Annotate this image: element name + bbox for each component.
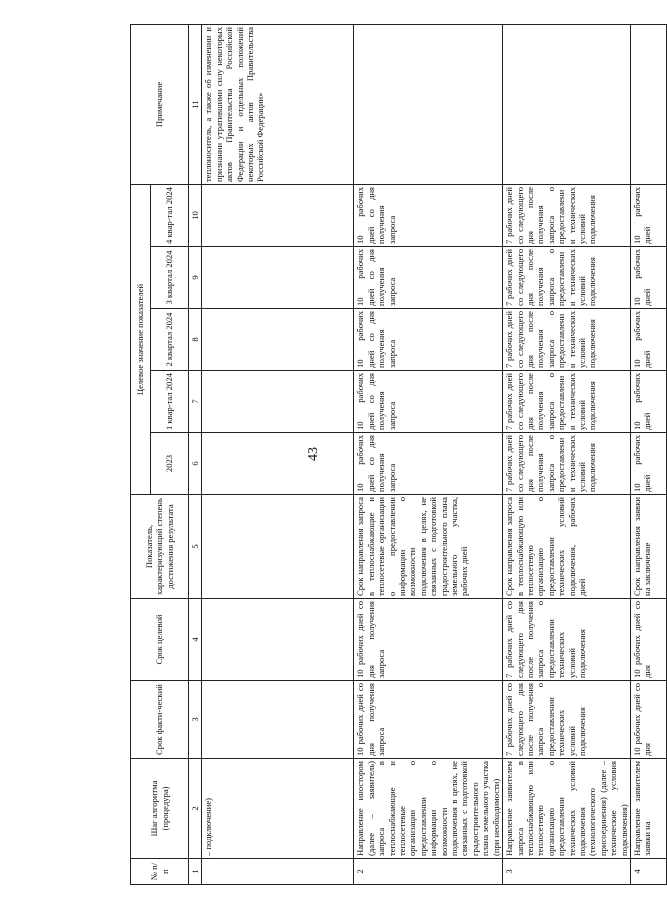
row-q1: 10 рабочих дней со дня получения запроса <box>354 371 503 433</box>
rotated-table-sheet <box>130 25 653 885</box>
page-number: 43 <box>306 447 321 461</box>
row-target <box>202 599 354 681</box>
table-row <box>630 24 666 884</box>
row-step: Направление иностором (далее – заявитель) запроса в теплоснабжающие и теплосетевые организации о предоставлении информации о возможности подключения в целях, не связанных с подготовкой градостроительного плана земельного участка (при необходимости) <box>354 759 503 859</box>
row-indicator <box>202 495 354 599</box>
row-target: 10 рабочих дней со дня получения запроса <box>354 599 503 681</box>
row-note <box>503 24 631 184</box>
col-index: 8 <box>189 309 202 371</box>
row-num: 4 <box>630 859 666 885</box>
col-index: 10 <box>189 184 202 246</box>
col-index: 6 <box>189 433 202 495</box>
row-note: теплоноситель, а также об изменении и признании утратившими силу некоторых актов Правительства Российской Федерации и отдельных положений некоторых актов Правительства Российской Федерации» <box>202 24 354 184</box>
header-q3: 3 квартал 2024 <box>151 247 189 309</box>
row-q2: 7 рабочих дней со следующего дня после получения запроса о предоставлении технических условий подключения <box>503 309 631 371</box>
col-index: 11 <box>189 24 202 184</box>
row-q4: 10 рабочих дней <box>630 184 666 246</box>
target-indicators-table <box>130 24 667 885</box>
header-target: Срок целевой <box>131 599 189 681</box>
row-target: 7 рабочих дней со следующего дня после получения запроса о предоставлении технических условий подключения <box>503 599 631 681</box>
row-q2: 10 рабочих дней со дня получения запроса <box>354 309 503 371</box>
header-step: Шаг алгоритма (процедура) <box>131 759 189 859</box>
row-num <box>202 859 354 885</box>
row-q3: 10 рабочих дней со дня получения запроса <box>354 247 503 309</box>
table-row <box>202 24 354 884</box>
row-2023 <box>202 433 354 495</box>
row-q1 <box>202 371 354 433</box>
header-actual: Срок факти-ческий <box>131 681 189 759</box>
col-index: 3 <box>189 681 202 759</box>
col-index: 2 <box>189 759 202 859</box>
header-num: № п/п <box>131 859 189 885</box>
table-row <box>354 24 503 884</box>
row-q2: 10 рабочих дней <box>630 309 666 371</box>
row-step: Направление заявителем запроса в теплоснабжающую или теплосетевую организацию о предоставлении технических условий подключения (технологического присоединения) (далее – технические условия подключения) <box>503 759 631 859</box>
row-actual: 10 рабочих дней со дня получения запроса <box>354 681 503 759</box>
row-indicator: Срок направления заявки на заключение <box>630 495 666 599</box>
row-note <box>630 24 666 184</box>
row-q4 <box>202 184 354 246</box>
row-q3 <box>202 247 354 309</box>
header-group: Целевое значение показателей <box>131 184 151 494</box>
header-q2: 2 квартал 2024 <box>151 309 189 371</box>
row-q4: 10 рабочих дней со дня получения запроса <box>354 184 503 246</box>
row-2023: 10 рабочих дней <box>630 433 666 495</box>
header-q4: 4 квар-тал 2024 <box>151 184 189 246</box>
row-q3: 7 рабочих дней со следующего дня после получения запроса о предоставлении технических условий подключения <box>503 247 631 309</box>
header-note: Примечание <box>131 24 189 184</box>
row-step: Направление заявителем заявки на <box>630 759 666 859</box>
row-q1: 10 рабочих дней <box>630 371 666 433</box>
col-index: 1 <box>189 859 202 885</box>
header-indicator: Показатель, характеризующий степень достижения результата <box>131 495 189 599</box>
row-num: 3 <box>503 859 631 885</box>
row-step: – подключение) <box>202 759 354 859</box>
table-row <box>503 24 631 884</box>
col-index: 7 <box>189 371 202 433</box>
col-index: 9 <box>189 247 202 309</box>
row-target: 10 рабочих дней со дня <box>630 599 666 681</box>
row-2023: 7 рабочих дней со следующего дня после получения запроса о предоставлении технических условий подключения <box>503 433 631 495</box>
row-indicator: Срок направления запроса в теплоснабжающие и теплосетевые организации о предоставлении информации о возможности подключения в целях, не связанных с подготовкой градостроительного плана земельного участка, рабочих дней <box>354 495 503 599</box>
col-index: 5 <box>189 495 202 599</box>
row-actual <box>202 681 354 759</box>
row-q3: 10 рабочих дней <box>630 247 666 309</box>
row-q1: 7 рабочих дней со следующего дня после получения запроса о предоставлении технических условий подключения <box>503 371 631 433</box>
col-index: 4 <box>189 599 202 681</box>
column-index-row <box>189 24 202 884</box>
row-q2 <box>202 309 354 371</box>
row-indicator: Срок направления запроса в теплоснабжающую или теплосетевую организацию о предоставлении технических условий подключения, рабочих дней <box>503 495 631 599</box>
row-q4: 7 рабочих дней со следующего дня после получения запроса о предоставлении технических условий подключения <box>503 184 631 246</box>
row-note <box>354 24 503 184</box>
header-q1: 1 квар-тал 2024 <box>151 371 189 433</box>
row-num: 2 <box>354 859 503 885</box>
row-actual: 7 рабочих дней со следующего дня после получения запроса о предоставлении технических условий подключения <box>503 681 631 759</box>
row-actual: 10 рабочих дней со дня <box>630 681 666 759</box>
header-2023: 2023 <box>151 433 189 495</box>
row-2023: 10 рабочих дней со дня получения запроса <box>354 433 503 495</box>
